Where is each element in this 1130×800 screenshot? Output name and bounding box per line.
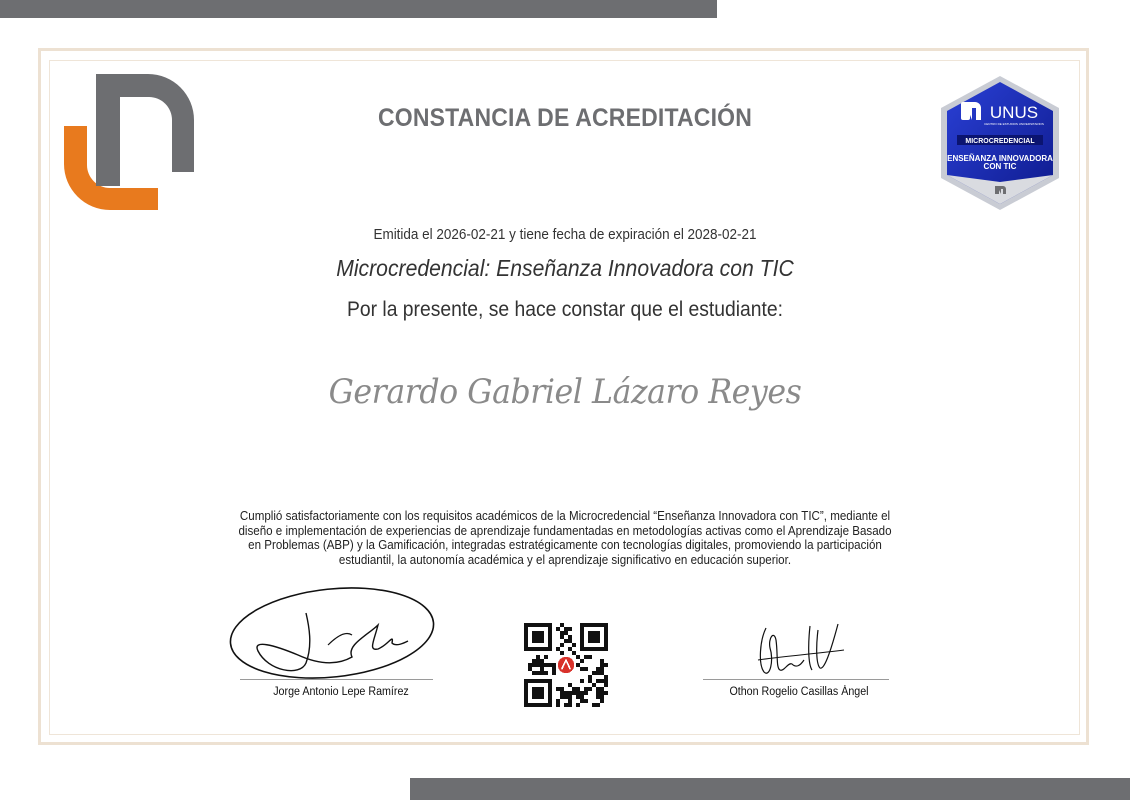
microcredential-badge-icon: [939, 74, 1061, 212]
microcredential-name: Microcredencial: Enseñanza Innovadora con TIC: [336, 255, 794, 281]
issue-expiration-line: Emitida el 2026-02-21 y tiene fecha de expiración el 2028-02-21: [373, 227, 757, 243]
verification-qr-icon[interactable]: [524, 623, 608, 707]
intro-text: Por la presente, se hace constar que el estudiante:: [346, 298, 784, 321]
badge-subtitle: CENTRO DE ESTUDIOS UNIVERSITARIOS: [984, 122, 1044, 126]
badge-ribbon: MICROCREDENCIAL: [965, 138, 1035, 145]
un-logo-icon: [64, 74, 194, 210]
signatory-name-right: Othon Rogelio Casillas Ángel: [729, 686, 869, 698]
badge-brand: UNUS: [989, 103, 1039, 122]
badge-line-1: ENSEÑANZA INNOVADORA: [947, 154, 1053, 163]
signature-right-icon: [754, 620, 848, 680]
certificate-title: CONSTANCIA DE ACREDITACIÓN: [377, 104, 753, 132]
student-name: Gerardo Gabriel Lázaro Reyes: [328, 372, 802, 412]
signatory-name-left: Jorge Antonio Lepe Ramírez: [273, 686, 409, 698]
signature-line-right: [703, 679, 889, 680]
badge-line-2: CON TIC: [983, 162, 1017, 171]
signature-line-left: [240, 679, 433, 680]
top-decorative-bar: [0, 0, 717, 18]
bottom-decorative-bar: [410, 778, 1130, 800]
certificate-description: Cumplió satisfactoriamente con los requisitos académicos de la Microcredencial “Enseñanza Innovadora con TIC”, mediante el diseño e implementación de experiencias de aprendizaje fundamentadas en metodologías activas como el Aprendizaje Basado en Problemas (ABP) y la Gamificación, integradas estratégicamente con tecnologías digitales, promoviendo la participación estudiantil, la autonomía académica y el aprendizaje significativo en educación superior.: [238, 509, 892, 567]
signature-left-icon: [228, 585, 440, 685]
